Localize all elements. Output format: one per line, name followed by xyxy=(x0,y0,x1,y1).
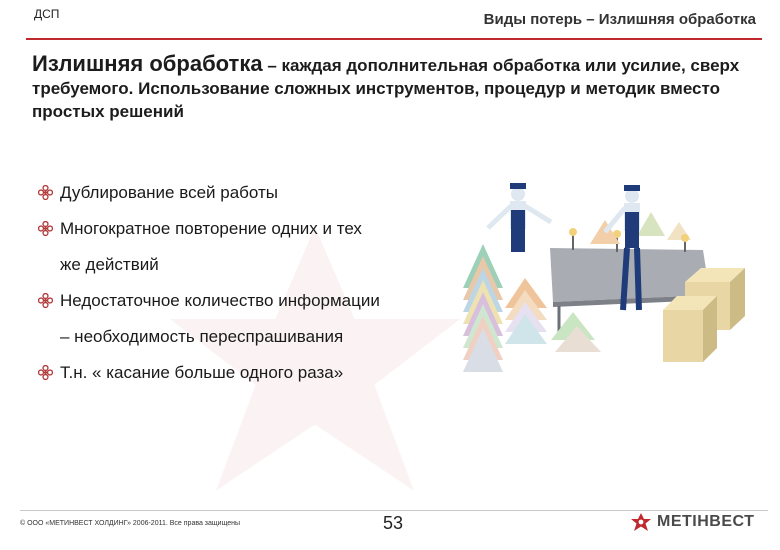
definition-term: Излишняя обработка xyxy=(32,51,263,76)
bullet-line-1: Недостаточное количество информации xyxy=(60,291,380,310)
bullet-line-1: Дублирование всей работы xyxy=(60,183,278,202)
definition-block xyxy=(32,52,752,123)
definition-text: – каждая дополнительная обработка или усилие, сверх требуемого. Использование сложных инструментов, процедур и методик вместо простых решений xyxy=(32,56,740,121)
cone-stack-left xyxy=(463,244,503,372)
page-number: 53 xyxy=(383,513,404,533)
header-rule xyxy=(26,38,762,40)
flower-bullet-icon xyxy=(38,293,53,308)
flower-bullet-icon xyxy=(38,185,53,200)
bullet-item xyxy=(36,211,466,283)
section-label: ДСП xyxy=(34,7,60,21)
logo-text: МЕТІНВЕСТ xyxy=(657,513,755,530)
bullet-item xyxy=(36,283,466,355)
copyright: © ООО «МЕТИНВЕСТ ХОЛДИНГ» 2006-2011. Все права защищены xyxy=(20,520,241,527)
footer-rule xyxy=(20,510,768,511)
flower-bullet-icon xyxy=(38,221,53,236)
bullet-line-2: же действий xyxy=(60,255,159,274)
company-logo xyxy=(630,512,754,532)
bullet-item xyxy=(36,355,466,391)
bullet-line-2: – необходимость переспрашивания xyxy=(60,327,344,346)
bullet-line-1: Многократное повторение одних и тех xyxy=(60,219,362,238)
slide-topic: Виды потерь – Излишняя обработка xyxy=(483,11,756,28)
bullet-line-1: Т.н. « касание больше одного раза» xyxy=(60,363,344,382)
workers-with-cones-illustration xyxy=(455,170,755,405)
worker-left xyxy=(488,183,551,252)
bullet-item xyxy=(36,175,466,211)
flower-bullet-icon xyxy=(38,365,53,380)
bullet-list xyxy=(36,175,466,391)
metinvest-logo-icon xyxy=(630,512,652,532)
